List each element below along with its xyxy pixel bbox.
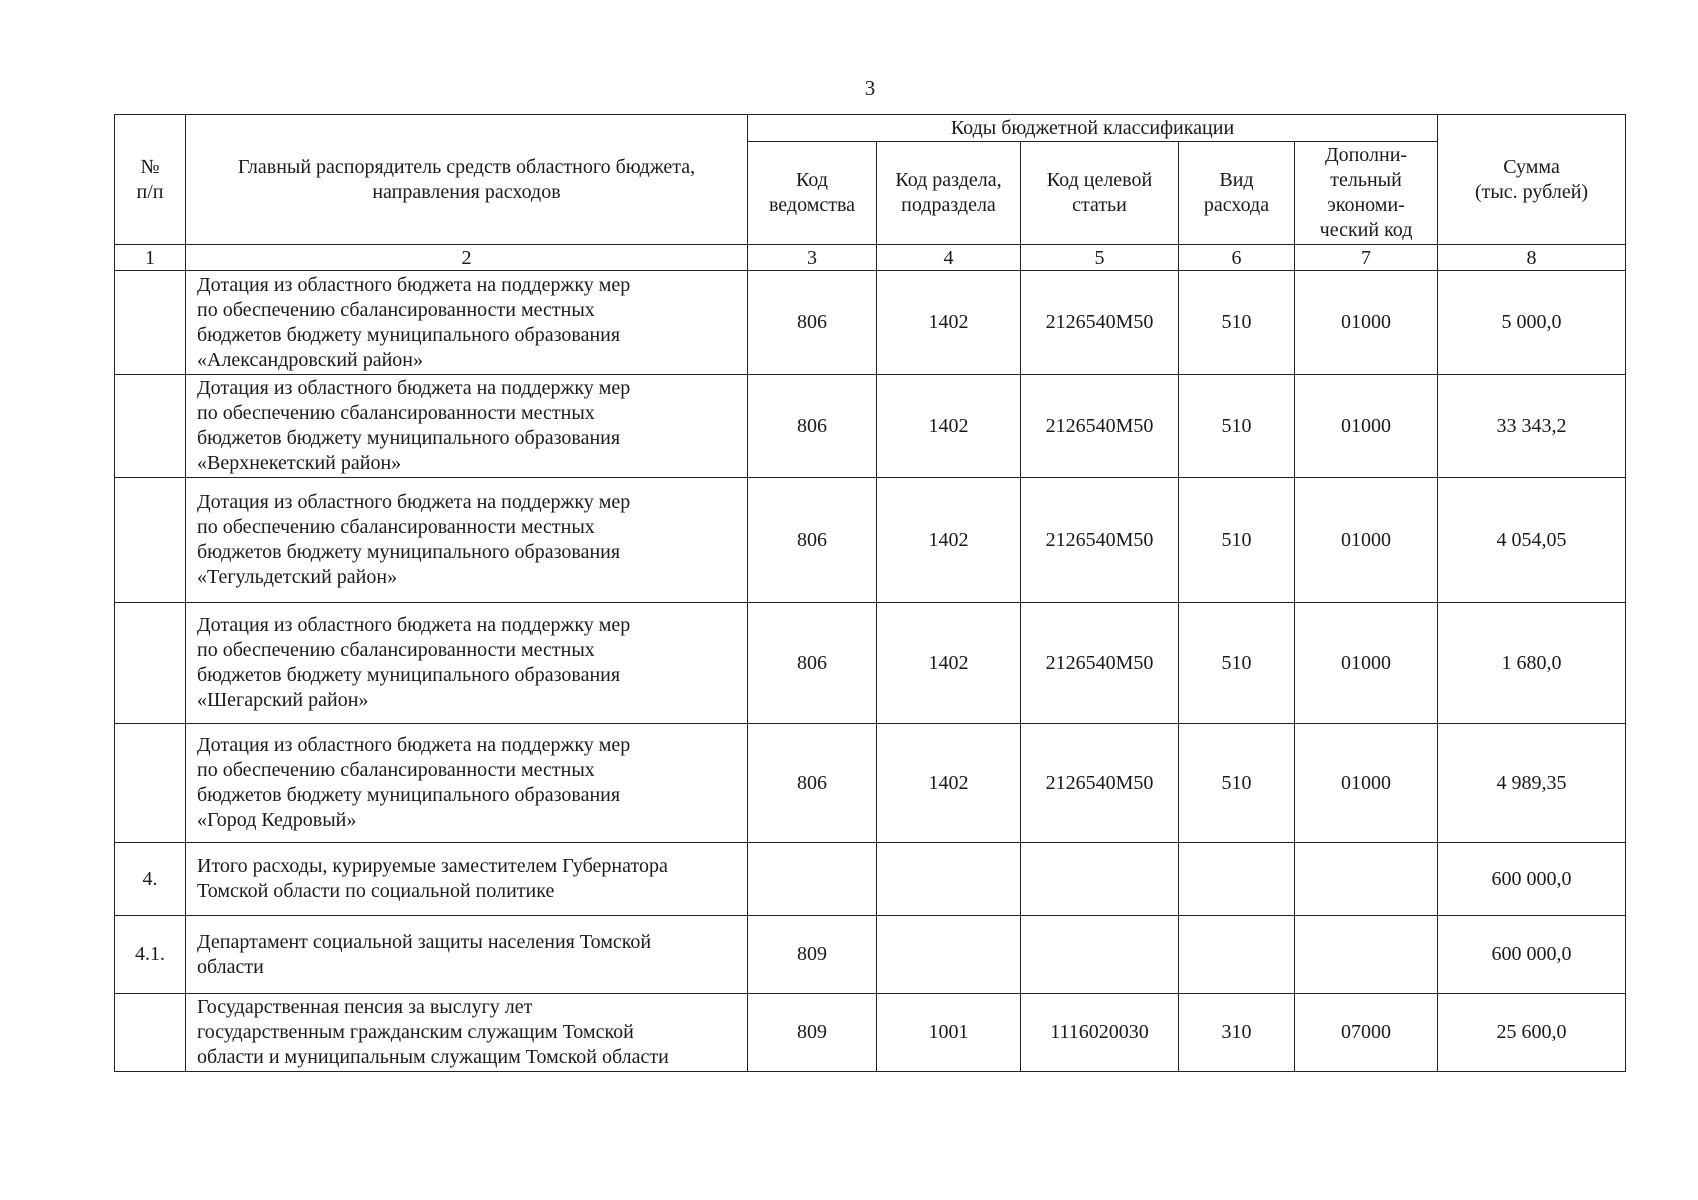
extra-code: 01000 bbox=[1295, 271, 1438, 375]
column-numbers-row bbox=[115, 245, 1626, 271]
extra-code: 07000 bbox=[1295, 994, 1438, 1072]
column-number: 6 bbox=[1179, 245, 1295, 271]
page-number: 3 bbox=[864, 76, 876, 100]
column-number: 7 bbox=[1295, 245, 1438, 271]
expense-type: 510 bbox=[1179, 478, 1295, 603]
header-expense-type: Вид расхода bbox=[1179, 142, 1295, 245]
dept-code: 806 bbox=[748, 603, 877, 724]
table-row bbox=[115, 843, 1626, 916]
section-code: 1402 bbox=[877, 724, 1021, 843]
column-number: 3 bbox=[748, 245, 877, 271]
dept-code bbox=[748, 843, 877, 916]
target-code: 2126540М50 bbox=[1021, 478, 1179, 603]
header-extra-code: Дополни- тельный экономи- ческий код bbox=[1295, 142, 1438, 245]
row-sum: 600 000,0 bbox=[1438, 843, 1626, 916]
header-no: № п/п bbox=[115, 115, 186, 245]
extra-code bbox=[1295, 843, 1438, 916]
row-description: Государственная пенсия за выслугу лет государственным гражданским служащим Томской области и муниципальным служащим Томской области bbox=[186, 994, 748, 1072]
budget-table bbox=[114, 114, 1626, 1072]
target-code: 2126540М50 bbox=[1021, 375, 1179, 478]
row-description: Дотация из областного бюджета на поддержку мер по обеспечению сбалансированности местных бюджетов бюджету муниципального образования «Александровский район» bbox=[186, 271, 748, 375]
extra-code: 01000 bbox=[1295, 375, 1438, 478]
dept-code: 809 bbox=[748, 916, 877, 994]
row-sum: 4 054,05 bbox=[1438, 478, 1626, 603]
column-number: 4 bbox=[877, 245, 1021, 271]
table-row bbox=[115, 478, 1626, 603]
target-code: 2126540М50 bbox=[1021, 603, 1179, 724]
extra-code: 01000 bbox=[1295, 603, 1438, 724]
row-sum: 4 989,35 bbox=[1438, 724, 1626, 843]
row-description: Дотация из областного бюджета на поддержку мер по обеспечению сбалансированности местных бюджетов бюджету муниципального образования «Город Кедровый» bbox=[186, 724, 748, 843]
expense-type bbox=[1179, 843, 1295, 916]
section-code: 1402 bbox=[877, 375, 1021, 478]
table-row bbox=[115, 724, 1626, 843]
target-code: 1116020030 bbox=[1021, 994, 1179, 1072]
row-number bbox=[115, 271, 186, 375]
row-description: Дотация из областного бюджета на поддержку мер по обеспечению сбалансированности местных бюджетов бюджету муниципального образования «Тегульдетский район» bbox=[186, 478, 748, 603]
row-description: Дотация из областного бюджета на поддержку мер по обеспечению сбалансированности местных бюджетов бюджету муниципального образования «Шегарский район» bbox=[186, 603, 748, 724]
header-dept-code: Код ведомства bbox=[748, 142, 877, 245]
row-sum: 1 680,0 bbox=[1438, 603, 1626, 724]
dept-code: 809 bbox=[748, 994, 877, 1072]
section-code: 1402 bbox=[877, 271, 1021, 375]
table-row bbox=[115, 994, 1626, 1072]
row-description: Департамент социальной защиты населения Томской области bbox=[186, 916, 748, 994]
column-number: 1 bbox=[115, 245, 186, 271]
target-code bbox=[1021, 916, 1179, 994]
target-code: 2126540М50 bbox=[1021, 271, 1179, 375]
extra-code bbox=[1295, 916, 1438, 994]
expense-type: 510 bbox=[1179, 375, 1295, 478]
row-number bbox=[115, 994, 186, 1072]
extra-code: 01000 bbox=[1295, 478, 1438, 603]
table-row bbox=[115, 271, 1626, 375]
section-code bbox=[877, 843, 1021, 916]
row-number bbox=[115, 603, 186, 724]
table-row bbox=[115, 375, 1626, 478]
row-number: 4. bbox=[115, 843, 186, 916]
row-number: 4.1. bbox=[115, 916, 186, 994]
header-codes-group: Коды бюджетной классификации bbox=[748, 115, 1438, 142]
column-number: 2 bbox=[186, 245, 748, 271]
header-section-code: Код раздела, подраздела bbox=[877, 142, 1021, 245]
column-number: 5 bbox=[1021, 245, 1179, 271]
table-row bbox=[115, 916, 1626, 994]
section-code: 1001 bbox=[877, 994, 1021, 1072]
target-code: 2126540М50 bbox=[1021, 724, 1179, 843]
column-number: 8 bbox=[1438, 245, 1626, 271]
row-description: Дотация из областного бюджета на поддержку мер по обеспечению сбалансированности местных бюджетов бюджету муниципального образования «Верхнекетский район» bbox=[186, 375, 748, 478]
extra-code: 01000 bbox=[1295, 724, 1438, 843]
dept-code: 806 bbox=[748, 724, 877, 843]
section-code: 1402 bbox=[877, 478, 1021, 603]
dept-code: 806 bbox=[748, 478, 877, 603]
expense-type: 510 bbox=[1179, 603, 1295, 724]
header-sum: Сумма (тыс. рублей) bbox=[1438, 115, 1626, 245]
dept-code: 806 bbox=[748, 375, 877, 478]
header-description: Главный распорядитель средств областного бюджета, направления расходов bbox=[186, 115, 748, 245]
table-row bbox=[115, 603, 1626, 724]
row-sum: 25 600,0 bbox=[1438, 994, 1626, 1072]
expense-type: 510 bbox=[1179, 724, 1295, 843]
header-target-code: Код целевой статьи bbox=[1021, 142, 1179, 245]
row-number bbox=[115, 478, 186, 603]
expense-type bbox=[1179, 916, 1295, 994]
header-row-top bbox=[115, 115, 1626, 142]
row-sum: 33 343,2 bbox=[1438, 375, 1626, 478]
dept-code: 806 bbox=[748, 271, 877, 375]
expense-type: 510 bbox=[1179, 271, 1295, 375]
section-code: 1402 bbox=[877, 603, 1021, 724]
expense-type: 310 bbox=[1179, 994, 1295, 1072]
row-number bbox=[115, 724, 186, 843]
section-code bbox=[877, 916, 1021, 994]
row-description: Итого расходы, курируемые заместителем Губернатора Томской области по социальной политике bbox=[186, 843, 748, 916]
row-sum: 5 000,0 bbox=[1438, 271, 1626, 375]
row-sum: 600 000,0 bbox=[1438, 916, 1626, 994]
row-number bbox=[115, 375, 186, 478]
target-code bbox=[1021, 843, 1179, 916]
